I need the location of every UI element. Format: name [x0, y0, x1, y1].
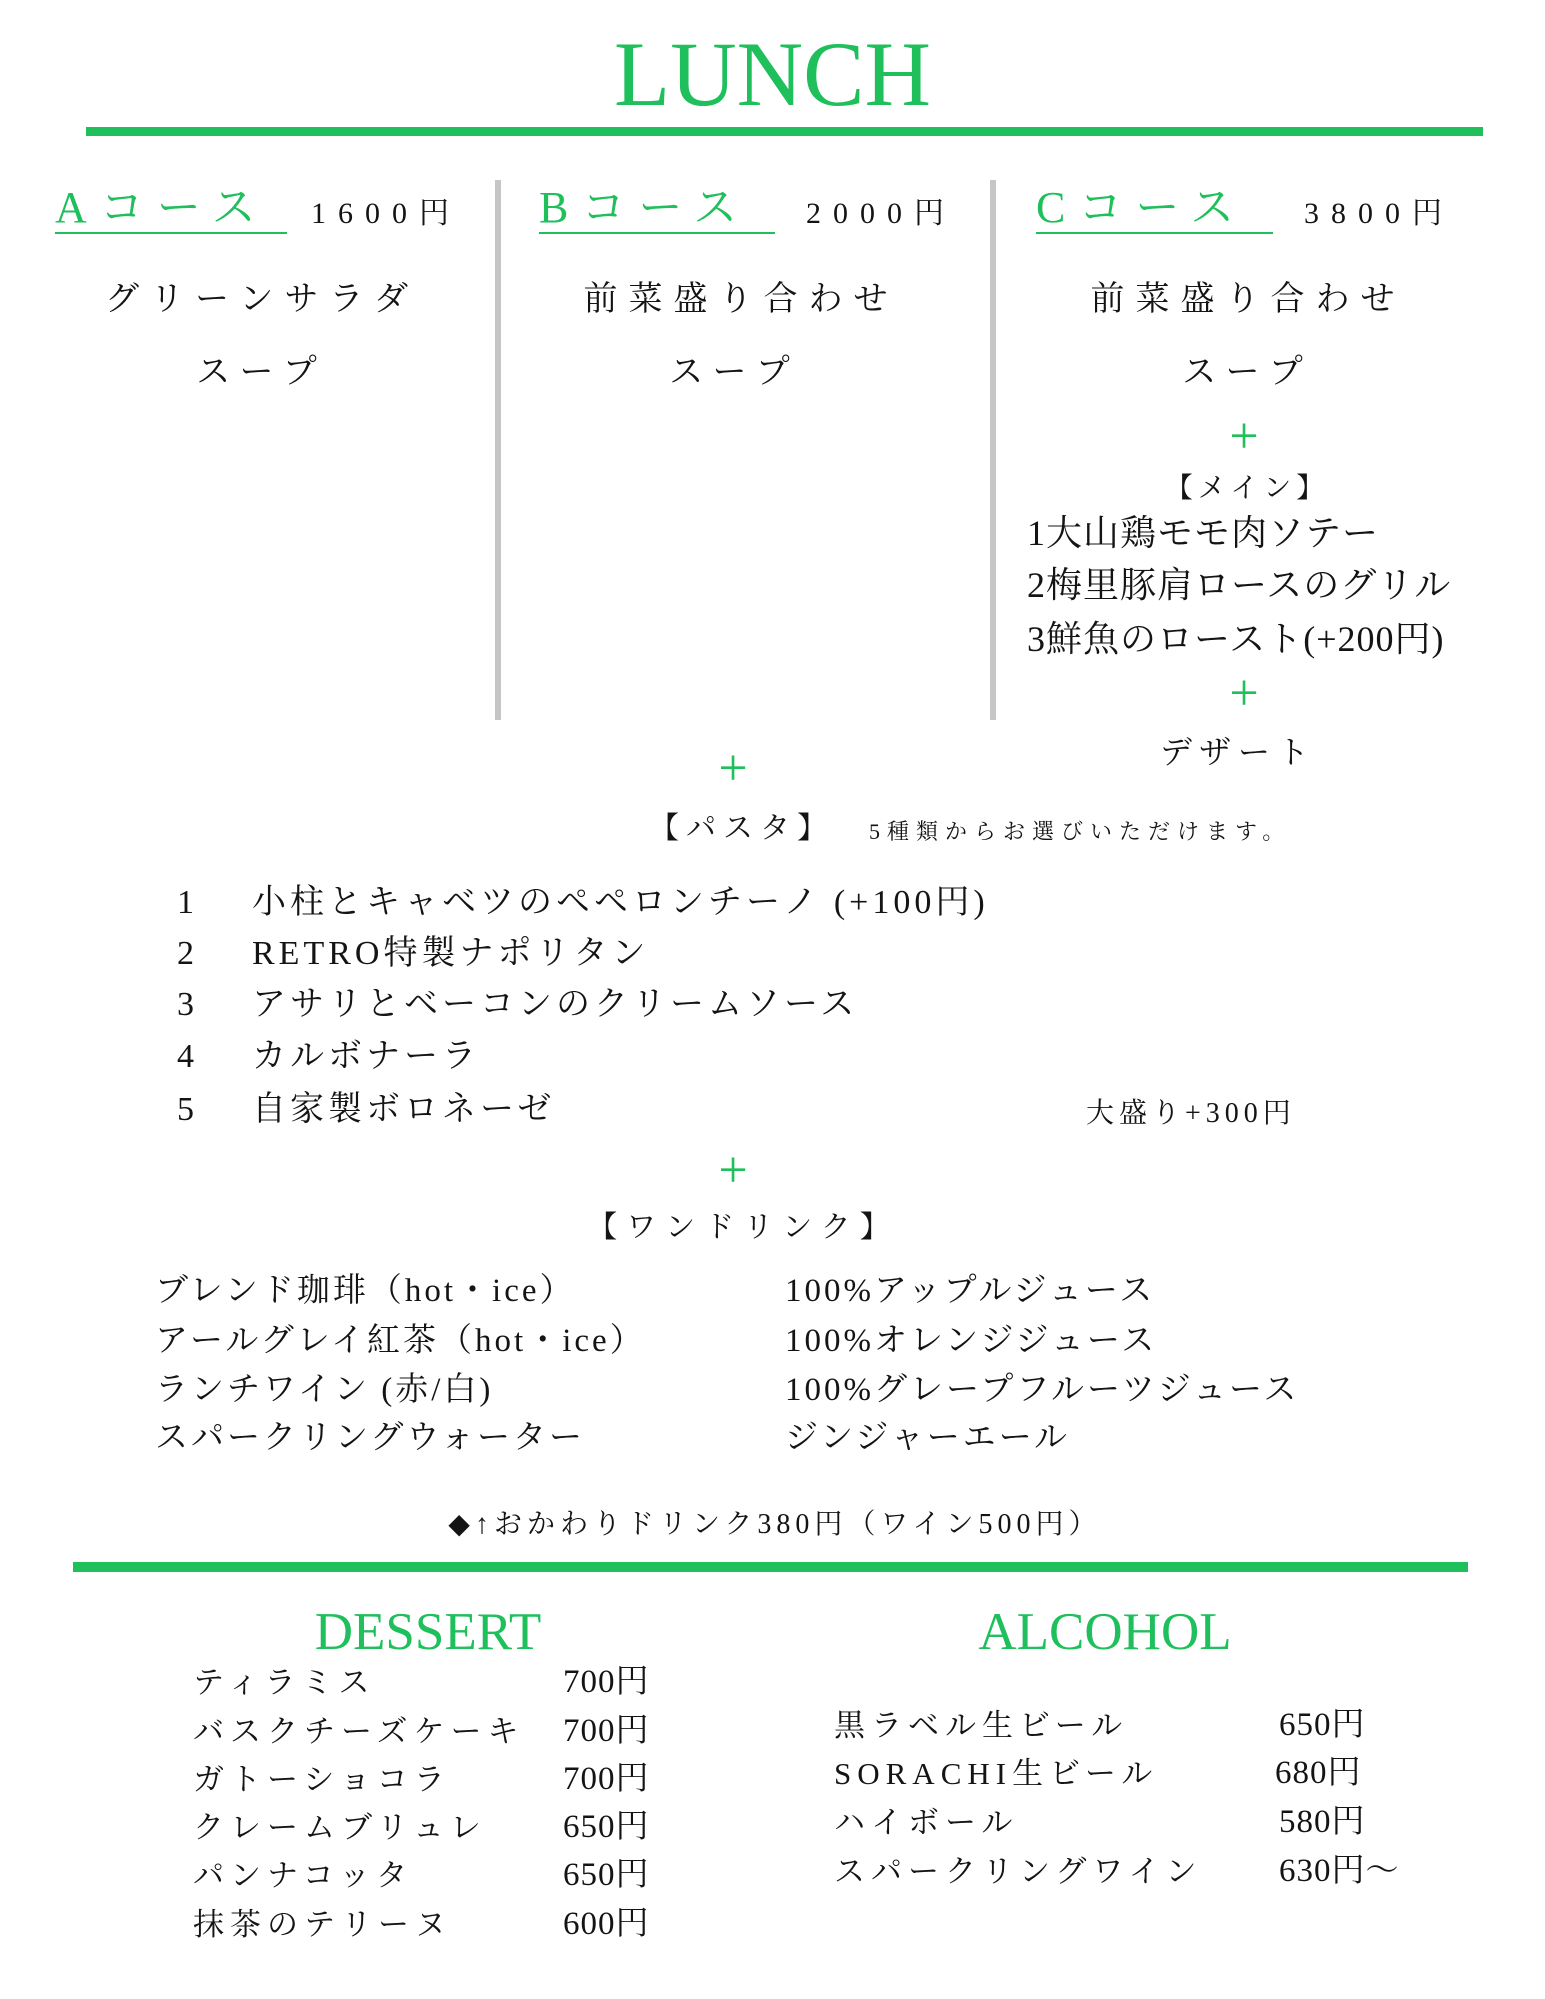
pasta-label: 【パスタ】 — [649, 812, 834, 845]
course-c-main-label: 【メイン】 — [1164, 473, 1330, 504]
dessert-item-price: 650円 — [563, 1809, 650, 1845]
title-divider — [86, 127, 1483, 136]
pasta-item: 自家製ボロネーゼ — [252, 1091, 556, 1128]
drink-item: ランチワイン (赤/白) — [155, 1372, 494, 1408]
course-c-name: Cコース — [1036, 186, 1273, 234]
course-divider-ab — [495, 180, 501, 720]
drink-item: スパークリングウォーター — [155, 1420, 586, 1456]
dessert-item-name: ガトーショコラ — [193, 1762, 451, 1797]
pasta-item: カルボナーラ — [252, 1038, 480, 1075]
alcohol-item-price: 650円 — [1279, 1707, 1366, 1743]
plus-icon: + — [718, 1142, 748, 1199]
course-c-item: スープ — [1182, 354, 1314, 391]
dessert-title: DESSERT — [314, 1603, 542, 1661]
alcohol-item-name: SORACHI生ビール — [834, 1756, 1159, 1791]
dessert-item-price: 700円 — [563, 1761, 650, 1797]
course-b-price: 2000円 — [806, 197, 956, 230]
drink-item: ブレンド珈琲（hot・ice） — [155, 1273, 576, 1309]
drink-item: アールグレイ紅茶（hot・ice） — [155, 1323, 646, 1359]
course-a-name: Aコース — [55, 186, 287, 234]
course-a-price: 1600円 — [311, 197, 461, 230]
dessert-item-name: ティラミス — [193, 1665, 376, 1700]
alcohol-item-price: 630円〜 — [1279, 1853, 1400, 1889]
pasta-number: 4 — [177, 1038, 194, 1075]
dessert-item-name: パンナコッタ — [193, 1858, 414, 1893]
pasta-number: 2 — [177, 935, 194, 972]
course-b-name: Bコース — [539, 186, 775, 234]
lunch-title: LUNCH — [614, 23, 931, 125]
course-c-item: 前菜盛り合わせ — [1090, 281, 1406, 318]
section-divider — [73, 1562, 1468, 1572]
course-c-main-item: 3鮮魚のロースト(+200円) — [1027, 619, 1445, 659]
alcohol-item-name: 黒ラベル生ビール — [834, 1708, 1129, 1743]
course-c-main-item: 2梅里豚肩ロースのグリル — [1027, 565, 1452, 605]
alcohol-item-price: 680円 — [1275, 1755, 1362, 1791]
alcohol-item-name: スパークリングワイン — [834, 1854, 1203, 1889]
dessert-item-price: 650円 — [563, 1857, 650, 1893]
large-portion-note: 大盛り+300円 — [1086, 1098, 1296, 1129]
refill-note: ◆↑おかわりドリンク380円（ワイン500円） — [448, 1509, 1102, 1540]
pasta-item: 小柱とキャベツのペペロンチーノ (+100円) — [252, 884, 989, 921]
plus-icon: + — [1229, 408, 1259, 465]
alcohol-item-price: 580円 — [1279, 1804, 1366, 1840]
drink-item: 100%オレンジジュース — [785, 1323, 1158, 1359]
pasta-number: 5 — [177, 1091, 194, 1128]
course-a-item: グリーンサラダ — [105, 281, 419, 318]
alcohol-title: ALCOHOL — [978, 1603, 1232, 1661]
drink-item: 100%アップルジュース — [785, 1273, 1156, 1309]
dessert-item-name: 抹茶のテリーヌ — [193, 1907, 452, 1942]
plus-icon: + — [1229, 665, 1259, 722]
course-divider-bc — [990, 180, 996, 720]
alcohol-item-name: ハイボール — [834, 1805, 1019, 1840]
drink-item: 100%グレープフルーツジュース — [785, 1372, 1300, 1408]
course-c-dessert: デザート — [1159, 734, 1316, 770]
drink-item: ジンジャーエール — [785, 1420, 1071, 1456]
dessert-item-price: 700円 — [563, 1664, 650, 1700]
course-c-price: 3800円 — [1304, 197, 1454, 230]
pasta-item: RETRO特製ナポリタン — [252, 935, 650, 972]
course-b-item: 前菜盛り合わせ — [583, 281, 899, 318]
course-c-main-item: 1大山鶏モモ肉ソテー — [1027, 513, 1380, 553]
pasta-number: 3 — [177, 986, 194, 1023]
dessert-item-price: 700円 — [563, 1713, 650, 1749]
pasta-note: 5種類からお選びいただけます。 — [869, 819, 1292, 844]
pasta-number: 1 — [177, 884, 194, 921]
dessert-item-price: 600円 — [563, 1906, 650, 1942]
course-a-item: スープ — [196, 354, 328, 391]
plus-icon: + — [718, 740, 748, 797]
dessert-item-name: クレームブリュレ — [193, 1810, 487, 1845]
drink-label: 【ワンドリンク】 — [587, 1211, 899, 1244]
dessert-item-name: バスクチーズケーキ — [193, 1714, 525, 1749]
pasta-item: アサリとベーコンのクリームソース — [252, 986, 859, 1023]
course-b-item: スープ — [669, 354, 801, 391]
